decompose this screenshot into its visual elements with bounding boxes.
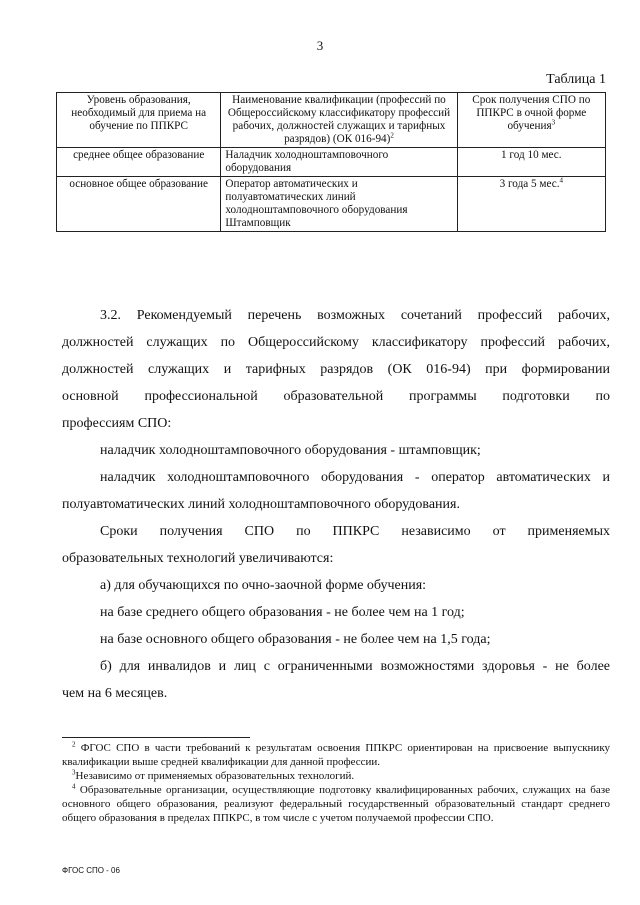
footnote: $^4$ Образовательные организации, осуществляющие подготовку квалифицированных рабочих, служащих на базе основного общего образования, реализуют федеральный государственный образовательный стандарт среднего общего образования в пределах ППКРС, в том числе с учетом получаемой профессии СПО. [62,782,611,824]
list-item: на базе среднего общего образования - не более чем на 1 год; [100,605,465,620]
footnote: $^3$Независимо от применяемых образовательных технологий. [72,768,355,782]
list-item: б) для инвалидов и лиц с ограниченными возможностями здоровья - не более [100,659,610,674]
footnote-mark: 2 [390,131,394,140]
footnote-mark: 4 [72,782,76,791]
footnote: $^2$ ФГОС СПО в части требований к результатам освоения ППКРС ориентирован на присвоение выпускнику квалификации выше средней квалификации для данной профессии. [62,740,611,768]
combination-item: наладчик холодноштамповочного оборудования - штамповщик; [100,443,481,458]
list-item-cont: чем на 6 месяцев. [62,686,168,701]
page-number: 3 [316,38,324,53]
cell-qualification: Наладчик холодноштамповочного оборудования [221,148,457,177]
table-header-row [57,93,606,148]
paragraph-line: должностей служащих по Общероссийскому классификатору профессий рабочих, [62,335,610,350]
cell-level: среднее общее образование [57,148,221,177]
footnotes [62,741,610,825]
paragraph-line: профессиям СПО: [62,416,172,431]
footer-code: ФГОС СПО - 06 [62,866,120,875]
paragraph-line: основной профессиональной образовательной программы подготовки по [62,389,610,404]
paragraph-line: должностей служащих и тарифных разрядов (ОК 016-94) при формировании [62,362,610,377]
cell-level: основное общее образование [57,177,221,232]
list-item: на базе основного общего образования - не более чем на 1,5 года; [100,632,491,647]
paragraph-line: образовательных технологий увеличиваются: [62,551,334,566]
cell-term: 1 год 10 мес. [457,148,605,177]
footnote-divider [62,737,250,738]
footnote-mark: 3 [551,118,556,127]
paragraph-line: 3.2. Рекомендуемый перечень возможных сочетаний профессий рабочих, [100,308,610,323]
header-qualification: Наименование квалификации (профессий по Общероссийскому классификатору профессий рабочих, должностей служащих и тарифных разрядов) (ОК 016-94)$^2$ [221,93,457,148]
table-row [57,148,606,177]
header-education-level: Уровень образования, необходимый для приема на обучение по ППКРС [57,93,221,148]
paragraph-line: Сроки получения СПО по ППКРС независимо от применяемых [100,524,610,539]
footnote-mark: 3 [72,768,76,777]
table-row [57,177,606,232]
list-item: а) для обучающихся по очно-заочной форме обучения: [100,578,427,593]
footnote-mark: 2 [72,740,76,749]
combination-item: наладчик холодноштамповочного оборудования - оператор автоматических и [100,470,610,485]
cell-qualification: Оператор автоматических и полуавтоматических линий холодноштамповочного оборудования Штамповщик [221,177,457,232]
section-3-2 [62,302,610,707]
header-term: Срок получения СПО по ППКРС в очной форме обучения$^3$ [457,93,605,148]
qualification-table [56,92,606,232]
cell-term: 3 года 5 мес.$^4$ [457,177,605,232]
footnote-mark: 4 [559,176,563,185]
table-caption: Таблица 1 [546,72,606,87]
combination-item-cont: полуавтоматических линий холодноштамповочного оборудования. [62,497,460,512]
